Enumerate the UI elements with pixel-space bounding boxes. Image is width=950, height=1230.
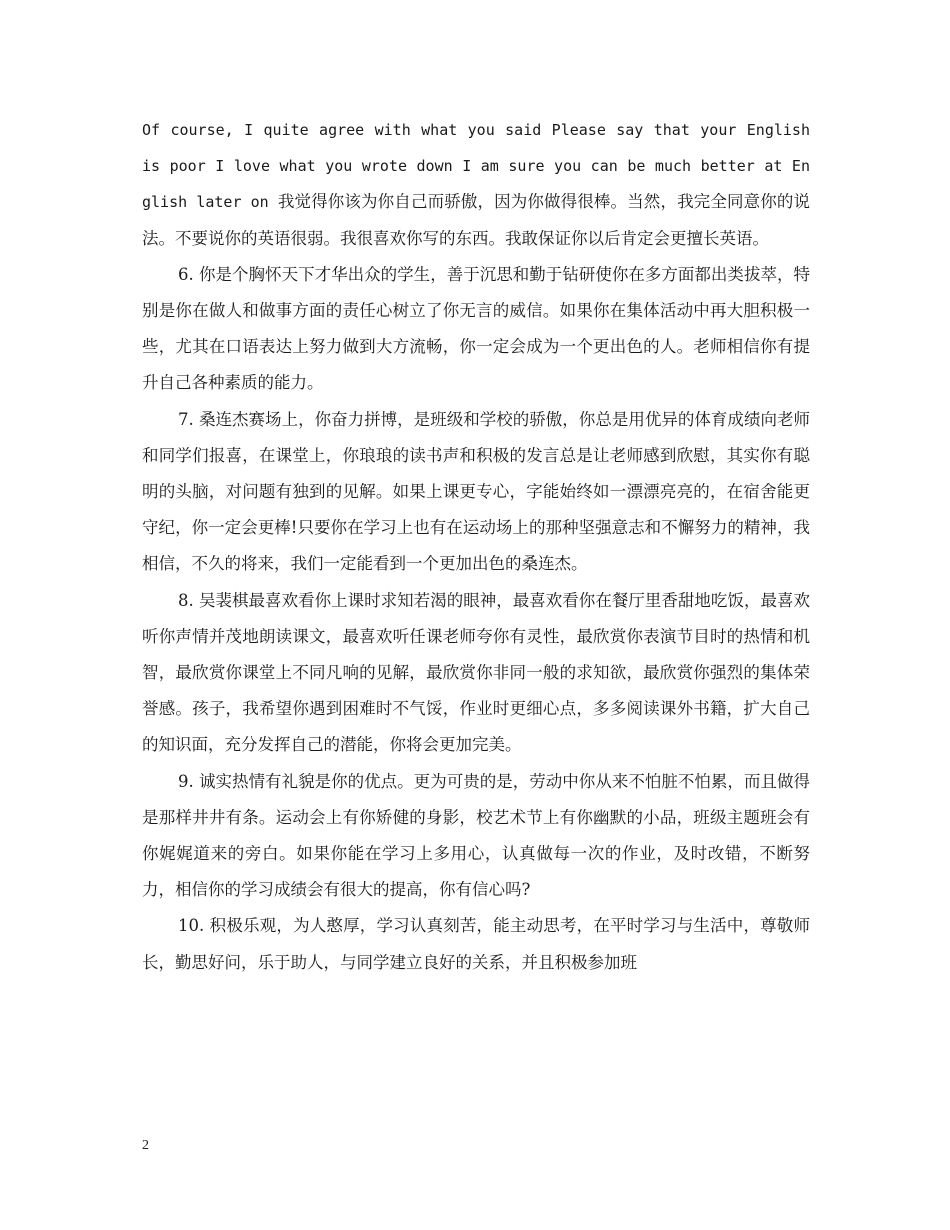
paragraph-9: 9. 诚实热情有礼貌是你的优点。更为可贵的是，劳动中你从来不怕脏不怕累，而且做得是那样井井有条。运动会上有你矫健的身影，校艺术节上有你幽默的小品，班级主题班会有你娓娓道来的旁白。如果你能在学习上多用心，认真做每一次的作业，及时改错，不断努力，相信你的学习成绩会有很大的提高，你有信心吗? — [142, 771, 810, 900]
page-number: 2 — [142, 1138, 149, 1153]
paragraph-6: 6. 你是个胸怀天下才华出众的学生，善于沉思和勤于钻研使你在多方面都出类拔萃，特别是你在做人和做事方面的责任心树立了你无言的威信。如果你在集体活动中再大胆积极一些，尤其在口语表达上努力做到大方流畅，你一定会成为一个更出色的人。老师相信你有提升自己各种素质的能力。 — [142, 264, 810, 393]
paragraph-8: 8. 吴裴棋最喜欢看你上课时求知若渴的眼神，最喜欢看你在餐厅里香甜地吃饭，最喜欢听你声情并茂地朗读课文，最喜欢听任课老师夸你有灵性，最欣赏你表演节目时的热情和机智，最欣赏你课堂上不同凡响的见解，最欣赏你非同一般的求知欲，最欣赏你强烈的集体荣誉感。孩子，我希望你遇到困难时不气馁，作业时更细心点，多多阅读课外书籍，扩大自己的知识面，充分发挥自己的潜能，你将会更加完美。 — [142, 590, 810, 755]
intro-paragraph — [142, 112, 810, 257]
document-body — [142, 112, 810, 981]
paragraph-10: 10. 积极乐观，为人憨厚，学习认真刻苦，能主动思考，在平时学习与生活中，尊敬师长，勤思好问，乐于助人，与同学建立良好的关系，并且积极参加班 — [142, 916, 810, 972]
intro-english-text: Of course, I quite agree with what you said Please say that your English is poor I love what you wrote down I am sure you can be much better at English later on — [142, 121, 810, 212]
intro-chinese-text: 我觉得你该为你自己而骄傲，因为你做得很棒。当然，我完全同意你的说法。不要说你的英语很弱。我很喜欢你写的东西。我敢保证你以后肯定会更擅长英语。 — [142, 192, 811, 248]
paragraph-7: 7. 桑连杰赛场上，你奋力拼博，是班级和学校的骄傲，你总是用优异的体育成绩向老师和同学们报喜，在课堂上，你琅琅的读书声和积极的发言总是让老师感到欣慰，其实你有聪明的头脑，对问题有独到的见解。如果上课更专心，字能始终如一漂漂亮亮的，在宿舍能更守纪，你一定会更棒!只要你在学习上也有在运动场上的那种坚强意志和不懈努力的精神，我相信，不久的将来，我们一定能看到一个更加出色的桑连杰。 — [142, 409, 810, 574]
